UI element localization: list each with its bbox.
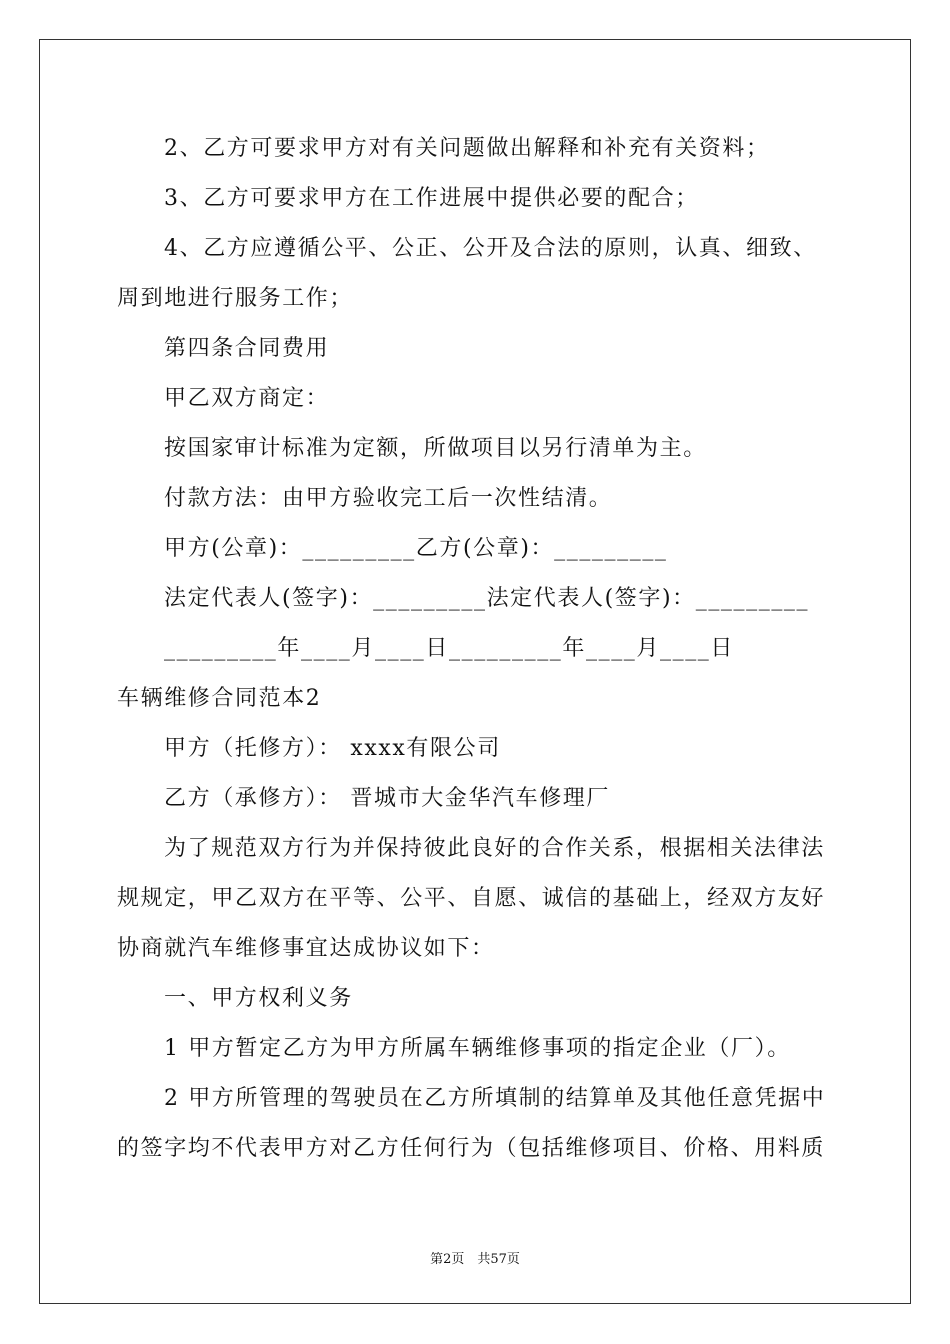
item-2-text: 2 甲方所管理的驾驶员在乙方所填制的结算单及其他任意凭据中 xyxy=(164,1086,826,1111)
agreement-intro: 甲乙双方商定： xyxy=(164,386,330,411)
party-a-line: 甲方（托修方）： xxxx有限公司 xyxy=(164,736,501,761)
clause-3-text: 3、乙方可要求甲方在工作进展中提供必要的配合； xyxy=(164,186,699,211)
payment-method: 付款方法：由甲方验收完工后一次性结清。 xyxy=(164,486,613,511)
pricing-basis: 按国家审计标准为定额，所做项目以另行清单为主。 xyxy=(164,436,707,461)
party-b-line: 乙方（承修方）： 晋城市大金华汽车修理厂 xyxy=(164,786,610,811)
item-2-continuation: 的签字均不代表甲方对乙方任何行为（包括维修项目、价格、用料质 xyxy=(117,1136,826,1161)
preamble-line-1: 为了规范双方行为并保持彼此良好的合作关系，根据相关法律法 xyxy=(164,836,825,861)
preamble-line-3: 协商就汽车维修事宜达成协议如下： xyxy=(117,936,495,961)
page-border xyxy=(39,39,911,1304)
article-4-heading: 第四条合同费用 xyxy=(164,336,330,361)
clause-4-text: 4、乙方应遵循公平、公正、公开及合法的原则，认真、细致、 xyxy=(164,236,817,261)
item-1-text: 1 甲方暂定乙方为甲方所属车辆维修事项的指定企业（厂）。 xyxy=(164,1036,791,1061)
section-1-heading: 一、甲方权利义务 xyxy=(164,986,353,1011)
page-footer: 第2页 共57页 xyxy=(430,1252,520,1267)
signature-line: 法定代表人(签字)：_________法定代表人(签字)：_________ xyxy=(164,586,810,611)
clause-2-text: 2、乙方可要求甲方对有关问题做出解释和补充有关资料； xyxy=(164,136,770,161)
template-2-title: 车辆维修合同范本2 xyxy=(117,686,322,711)
date-line: _________年____月____日_________年____月____日 xyxy=(164,636,735,661)
preamble-line-2: 规规定，甲乙双方在平等、公平、自愿、诚信的基础上，经双方友好 xyxy=(117,886,826,911)
clause-4-continuation: 周到地进行服务工作； xyxy=(117,286,354,311)
seal-line: 甲方(公章)：_________乙方(公章)：_________ xyxy=(164,536,668,561)
